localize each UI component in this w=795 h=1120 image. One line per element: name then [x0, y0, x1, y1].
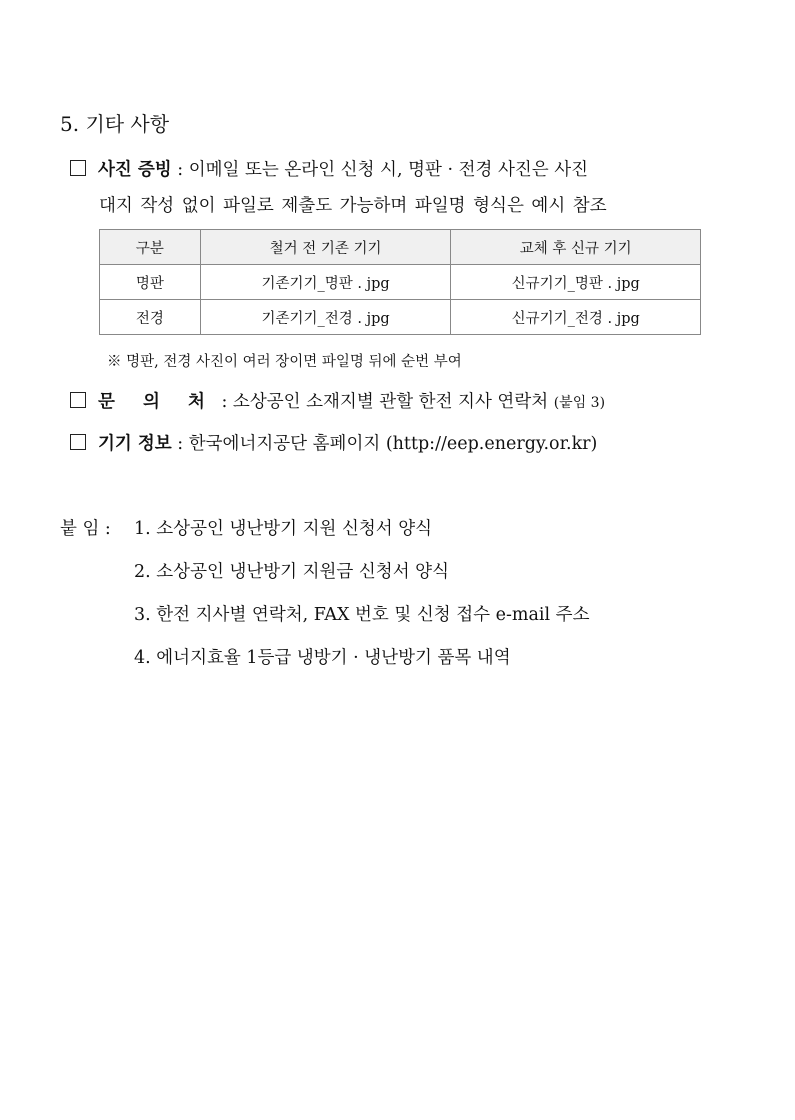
inquiry-line	[70, 388, 605, 413]
table-row	[100, 265, 701, 300]
inquiry-ref: (붙임 3)	[553, 395, 606, 411]
checkbox-icon	[70, 434, 86, 450]
table-cell: 신규기기_전경 . jpg	[451, 300, 701, 335]
inquiry-label: 문 의 처	[98, 392, 216, 412]
photo-evidence-label: 사진 증빙	[98, 160, 172, 180]
table-header-cell: 철거 전 기존 기기	[200, 230, 451, 265]
table-cell: 기존기기_명판 . jpg	[200, 265, 451, 300]
section-title: 5. 기타 사항	[60, 112, 170, 136]
attachment-item: 2. 소상공인 냉난방기 지원금 신청서 양식	[134, 562, 449, 582]
inquiry-text: : 소상공인 소재지별 관할 한전 지사 연락처	[215, 392, 554, 412]
filename-example-table	[99, 229, 701, 335]
table-header-cell: 구분	[100, 230, 201, 265]
checkbox-icon	[70, 160, 86, 176]
photo-evidence-line-2: 대지 작성 없이 파일로 제출도 가능하며 파일명 형식은 예시 참조	[99, 196, 607, 216]
attachment-item: 3. 한전 지사별 연락처, FAX 번호 및 신청 접수 e-mail 주소	[134, 605, 590, 625]
table-cell: 신규기기_명판 . jpg	[451, 265, 701, 300]
photo-evidence-text: : 이메일 또는 온라인 신청 시, 명판 · 전경 사진은 사진	[171, 160, 589, 180]
attachment-item: 1. 소상공인 냉난방기 지원 신청서 양식	[134, 519, 433, 539]
table-cell: 전경	[100, 300, 201, 335]
checkbox-icon	[70, 392, 86, 408]
table-header-row	[100, 230, 701, 265]
device-info-line	[70, 430, 597, 455]
attachment-item: 4. 에너지효율 1등급 냉방기 · 냉난방기 품목 내역	[134, 648, 511, 668]
table-header-cell: 교체 후 신규 기기	[451, 230, 701, 265]
table-cell: 명판	[100, 265, 201, 300]
attachments-label: 붙 임 :	[60, 519, 111, 539]
photo-evidence-line	[70, 156, 588, 181]
device-info-text: : 한국에너지공단 홈페이지 (http://eep.energy.or.kr)	[171, 434, 598, 454]
table-row	[100, 300, 701, 335]
table-cell: 기존기기_전경 . jpg	[200, 300, 451, 335]
note-text: ※ 명판, 전경 사진이 여러 장이면 파일명 뒤에 순번 부여	[107, 354, 462, 370]
device-info-label: 기기 정보	[98, 434, 172, 454]
